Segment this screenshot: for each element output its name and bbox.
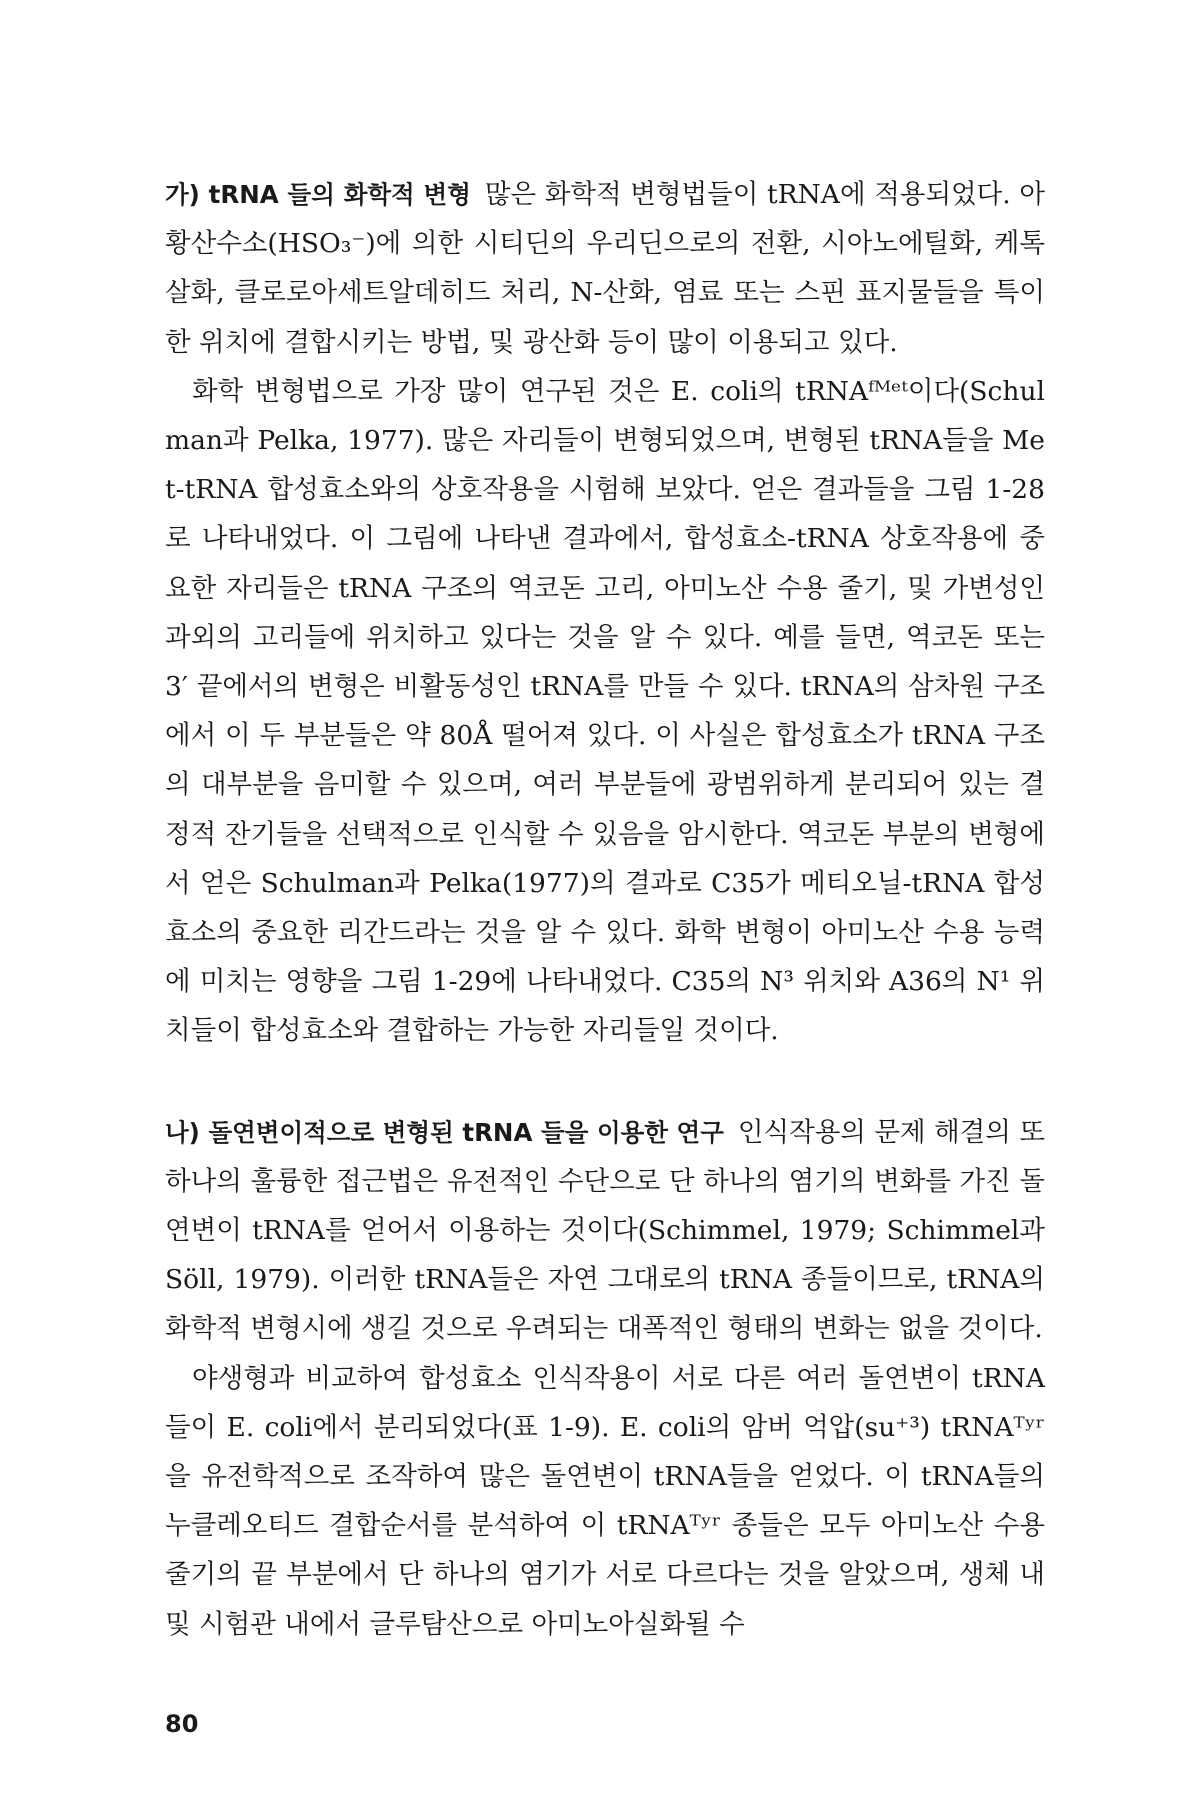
- document-page: [165, 170, 1045, 1649]
- paragraph-chemical-modification-intro: [165, 170, 1045, 367]
- paragraph-mutant-trna-intro: [165, 1108, 1045, 1354]
- section-heading-mutant-trna: 나) 돌연변이적으로 변형된 tRNA 들을 이용한 연구: [165, 1117, 724, 1147]
- section-heading-chemical-modification: 가) tRNA 들의 화학적 변형: [165, 180, 471, 209]
- section-gap: [165, 1056, 1045, 1108]
- paragraph-text: 인식작용의 문제 해결의 또 하나의 훌륭한 접근법은 유전적인 수단으로 단 하나의 염기의 변화를 가진 돌연변이 tRNA를 얻어서 이용하는 것이다(Schimmel, 1979; Schimmel과 Söll, 1979). 이러한 tRNA들은 자연 그대로의 tRNA 종들이므로, tRNA의 화학적 변형시에 생길 것으로 우려되는 대폭적인 형태의 변화는 없을 것이다.: [165, 1116, 1045, 1345]
- paragraph-mutant-trna-results: 야생형과 비교하여 합성효소 인식작용이 서로 다른 여러 돌연변이 tRNA들이 E. coli에서 분리되었다(표 1-9). E. coli의 암버 억압(su⁺³) tRNAᵀʸʳ을 유전학적으로 조작하여 많은 돌연변이 tRNA들을 얻었다. 이 tRNA들의 누클레오티드 결합순서를 분석하여 이 tRNAᵀʸʳ 종들은 모두 아미노산 수용 줄기의 끝 부분에서 단 하나의 염기가 서로 다르다는 것을 알았으며, 생체 내 및 시험관 내에서 글루탐산으로 아미노아실화될 수: [165, 1362, 1045, 1640]
- page-number: 80: [165, 1710, 199, 1738]
- paragraph-chemical-modification-results: 화학 변형법으로 가장 많이 연구된 것은 E. coli의 tRNAᶠᴹᵉᵗ이다(Schulman과 Pelka, 1977). 많은 자리들이 변형되었으며, 변형된 tRNA들을 Met-tRNA 합성효소와의 상호작용을 시험해 보았다. 얻은 결과들을 그림 1-28로 나타내었다. 이 그림에 나타낸 결과에서, 합성효소-tRNA 상호작용에 중요한 자리들은 tRNA 구조의 역코돈 고리, 아미노산 수용 줄기, 및 가변성인 과외의 고리들에 위치하고 있다는 것을 알 수 있다. 예를 들면, 역코돈 또는 3′ 끝에서의 변형은 비활동성인 tRNA를 만들 수 있다. tRNA의 삼차원 구조에서 이 두 부분들은 약 80Å 떨어져 있다. 이 사실은 합성효소가 tRNA 구조의 대부분을 음미할 수 있으며, 여러 부분들에 광범위하게 분리되어 있는 결정적 잔기들을 선택적으로 인식할 수 있음을 암시한다. 역코돈 부분의 변형에서 얻은 Schulman과 Pelka(1977)의 결과로 C35가 메티오닐-tRNA 합성효소의 중요한 리간드라는 것을 알 수 있다. 화학 변형이 아미노산 수용 능력에 미치는 영향을 그림 1-29에 나타내었다. C35의 N³ 위치와 A36의 N¹ 위치들이 합성효소와 결합하는 가능한 자리들일 것이다.: [165, 375, 1046, 1047]
- paragraph-text: 많은 화학적 변형법들이 tRNA에 적용되었다. 아황산수소(HSO₃⁻)에 의한 시티딘의 우리딘으로의 전환, 시아노에틸화, 케톡살화, 클로로아세트알데히드 처리, N-산화, 염료 또는 스핀 표지물들을 특이한 위치에 결합시키는 방법, 및 광산화 등이 많이 이용되고 있다.: [165, 179, 1045, 358]
